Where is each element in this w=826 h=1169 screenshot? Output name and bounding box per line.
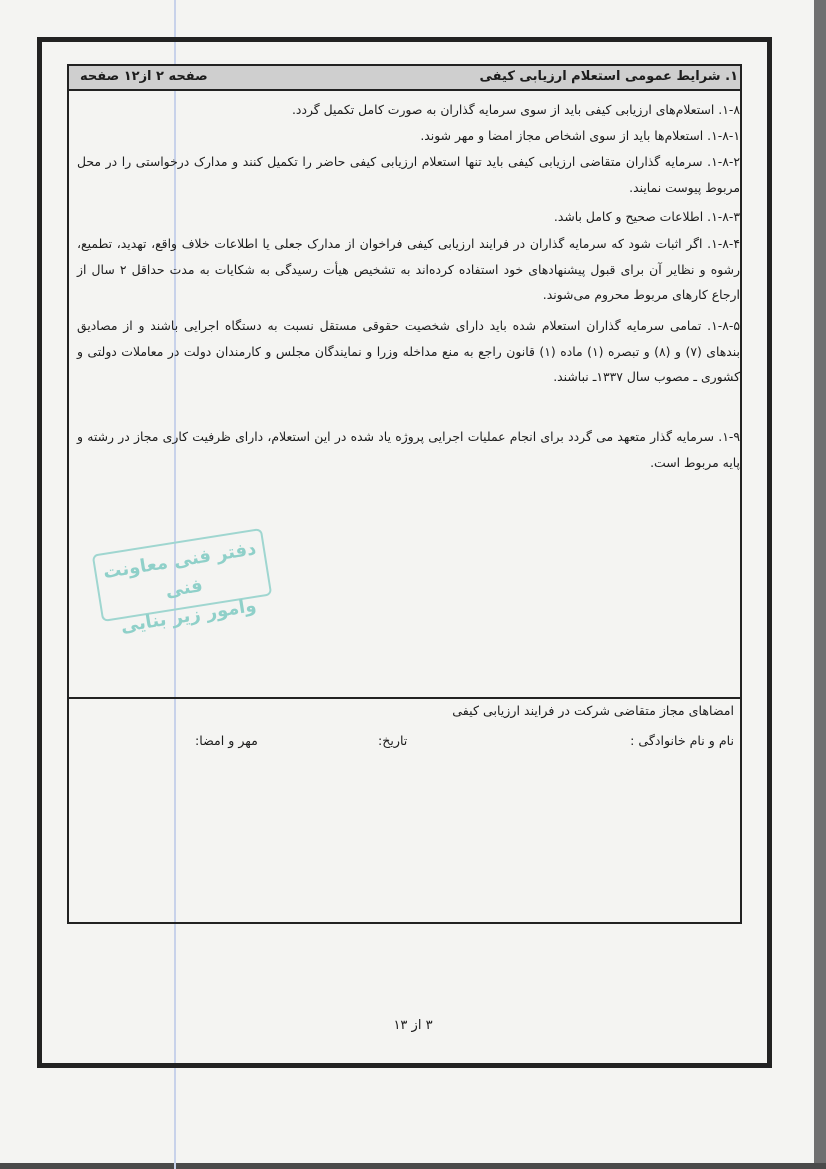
page-info: صفحه ۲ از۱۲ صفحه bbox=[80, 69, 208, 84]
scan-edge-bottom bbox=[0, 1163, 826, 1169]
clause-1-8: ۱-۸. استعلام‌های ارزیابی کیفی باید از سوی سرمایه گذاران به صورت کامل تکمیل گردد. bbox=[291, 102, 740, 117]
name-label: نام و نام خانوادگی : bbox=[630, 733, 734, 748]
clause-1-8-5: ۱-۸-۵. تمامی سرمایه گذاران استعلام شده باید دارای شخصیت حقوقی مستقل نسبت به دستگاه اجرایی باشند و از مصادیق بندهای (۷) و (۸) و تبصره (۱) ماده (۱) قانون راجع به منع مداخله وزرا و نمایندگان مجلس و کارمندان دولت در معاملات دولتی و کشوری ـ مصوب سال ۱۳۳۷ـ نباشند. bbox=[77, 318, 740, 384]
clause-1-8-4: ۱-۸-۴. اگر اثبات شود که سرمایه گذاران در فرایند ارزیابی کیفی فراخوان از مدارک جعلی یا اطلاعات خلاف واقع، تهدید، تطمیع، رشوه و نظایر آن برای قبول پیشنهادهای خود استفاده کرده‌اند به تشخیص هیأت رسیدگی به شکایات به مدت حداقل ۲ سال از ارجاع کارهای مربوط محروم می‌شوند. bbox=[77, 236, 740, 302]
date-label: تاریخ: bbox=[378, 733, 408, 748]
clause-1-8-3: ۱-۸-۳. اطلاعات صحیح و کامل باشد. bbox=[553, 209, 740, 224]
signature-box bbox=[67, 697, 742, 924]
signature-title: امضاهای مجاز متقاضی شرکت در فرایند ارزیابی کیفی bbox=[452, 703, 734, 718]
stamp-line-1: دفتر فنی معاونت فنی bbox=[101, 538, 258, 602]
clause-1-9: ۱-۹. سرمایه گذار متعهد می گردد برای انجام عملیات اجرایی پروژه یاد شده در این استعلام، دارای ظرفیت کاری مجاز در رشته و پایه مربوط است. bbox=[77, 429, 740, 470]
clause-1-8-2: ۱-۸-۲. سرمایه گذاران متقاضی ارزیابی کیفی باید تنها استعلام ارزیابی کیفی حاضر را تکمیل کنند و مدارک درخواستی را در محل مربوط پیوست نمایند. bbox=[77, 154, 740, 195]
page-number: ۳ از ۱۳ bbox=[393, 1018, 433, 1033]
stamp-line-2: وامور زیر بنایی bbox=[119, 594, 258, 638]
section-title: ۱. شرایط عمومی استعلام ارزیابی کیفی bbox=[479, 69, 738, 84]
clause-1-8-1: ۱-۸-۱. استعلام‌ها باید از سوی اشخاص مجاز امضا و مهر شوند. bbox=[420, 128, 740, 143]
seal-signature-label: مهر و امضا: bbox=[195, 733, 258, 748]
scan-edge bbox=[814, 0, 826, 1169]
